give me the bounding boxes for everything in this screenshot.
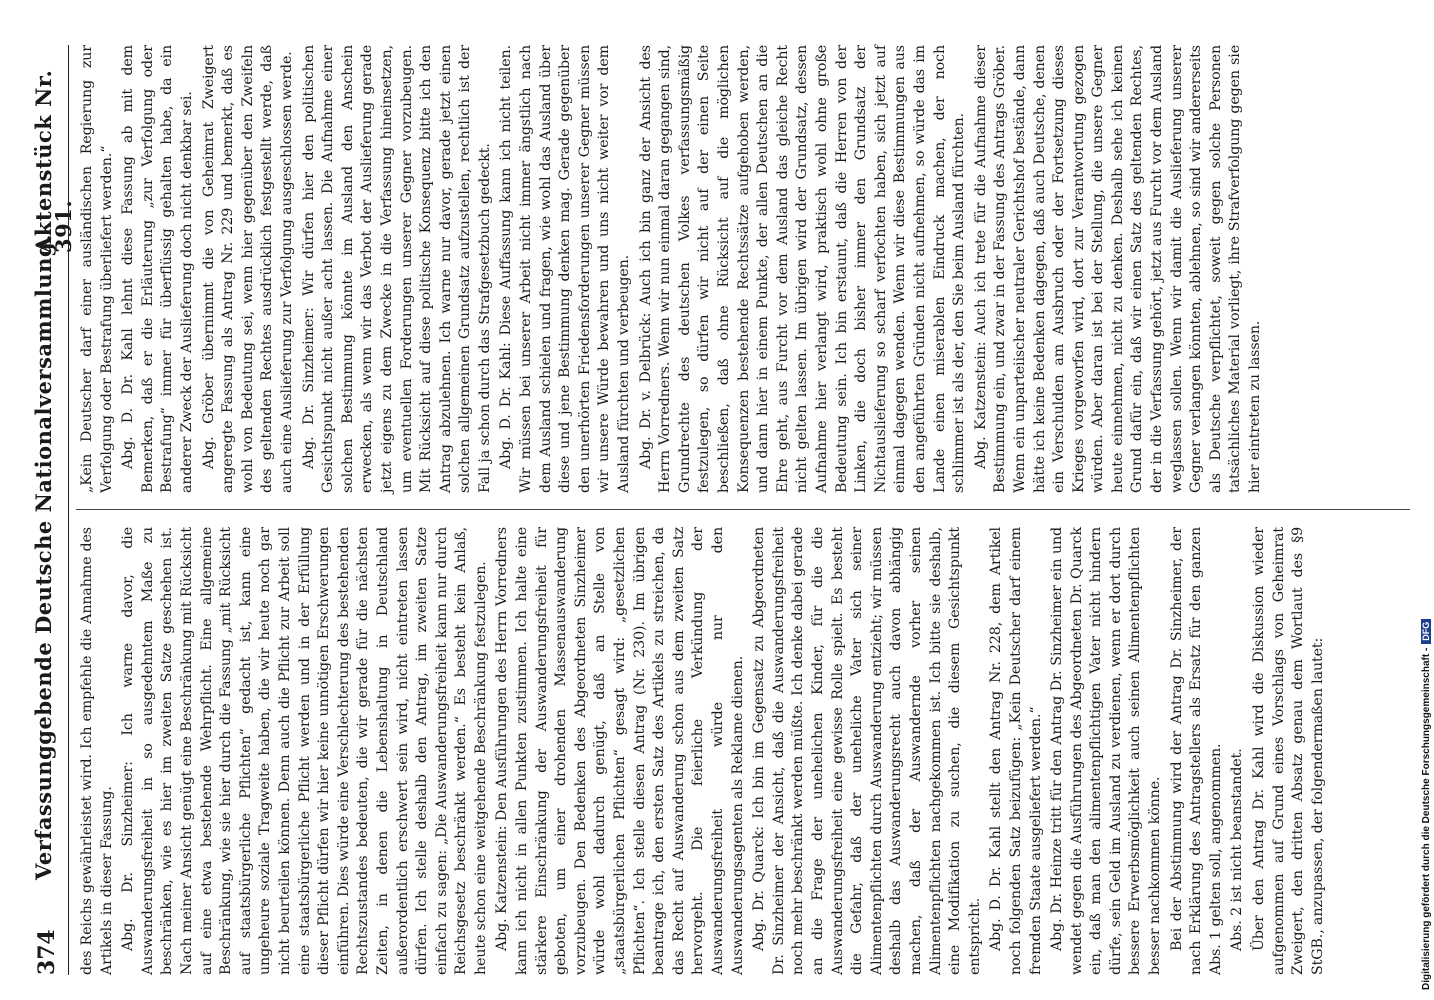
paragraph: Abs. 2 ist nicht beanstandet. bbox=[1229, 748, 1246, 951]
paragraph: Abg. Dr. Quarck: Ich bin im Gegensatz zu Abgeordneten Dr. Sinzheimer der Ansicht, daß die Auswanderungsfreiheit noch mehr beschränkt werden müßte. Ich denke dabei gerade an die Frage der unehelichen Kinder, für die die Auswanderungsfreiheit eine gewisse Rolle spielt. Es besteht die Gefahr, daß der uneheliche Vater sich seiner Alimentenpflichten durch Auswanderung entzieht; wir müssen deshalb das Auswanderungsrecht auch davon abhängig machen, daß der Auswandernde vorher seinen Alimentenpflichten nachgekommen ist. Ich bitte sie deshalb, eine Modifikation zu suchen, die diesem Gesichtspunkt entspricht. bbox=[751, 527, 983, 975]
paragraph: des Reichs gewährleistet wird. Ich empfehle die Annahme des Artikels in dieser Fassung. bbox=[79, 527, 115, 975]
paragraph: Abg. Dr. v. Delbrück: Auch ich bin ganz der Ansicht des Herrn Vorredners. Wenn wir nun einmal daran gegangen sind, Grundrechte des deutschen Volkes verfassungsmäßig festzulegen, so dürfen wir nicht auf der einen Seite beschließen, daß ohne Rücksicht auf die möglichen Konsequenzen bestehende Rechtssätze aufgehoben werden, und dann hier in einem Punkte, der allen Deutschen an die Ehre geht, aus Furcht vor dem Ausland das gleiche Recht nicht gelten lassen. Im übrigen wird der Grundsatz, dessen Aufnahme hier verlangt wird, praktisch wohl ohne große Bedeutung sein. Ich bin erstaunt, daß die Herren von der Linken, die doch bisher immer den Grundsatz der Nichtauslieferung so scharf verfochten haben, sich jetzt auf einmal dagegen wenden. Wenn wir diese Bestimmungen aus den angeführten Gründen nicht aufnehmen, so würde das im Lande einen miserablen Eindruck machen, der noch schlimmer ist als der, den Sie beim Ausland fürchten. bbox=[637, 45, 968, 493]
running-head-title: Verfassunggebende Deutsche Nationalversammlung. bbox=[31, 234, 56, 880]
paragraph: Abg. Gröber übernimmt die von Geheimrat Zweigert angeregte Fassung als Antrag Nr. 229 und bemerkt, daß es wohl von Bedeutung sei, wenn hier gegenüber den Zweifeln des geltenden Rechtes ausdrücklich festgestellt werde, daß auch eine Auslieferung zur Verfolgung ausgeschlossen werde. bbox=[200, 45, 295, 493]
paragraph: Über den Antrag Dr. Kahl wird die Diskussion wieder aufgenommen auf Grund eines Vorschlags von Geheimrat Zweigert, den dritten Absatz genau dem Wortlaut des §9 StGB., anzupassen, der folgendermaßen lautet: bbox=[1251, 527, 1326, 975]
scanned-page bbox=[30, 45, 1410, 975]
paragraph: Abg. Dr. Sinzheimer: Ich warne davor, die Auswanderungsfreiheit in so ausgedehntem Maße zu beschränken, wie es hier im zweiten Satze geschehen ist. Nach meiner Ansicht genügt eine Beschränkung mit Rücksicht auf eine etwa bestehende Wehrpflicht. Eine allgemeine Beschränkung, wie sie hier durch die Fassung „mit Rücksicht auf staatsbürgerliche Pflichten“ gedacht ist, kann eine ungeheure soziale Tragweite haben, die wir heute noch gar nicht beurteilen können. Denn auch die Pflicht zur Arbeit soll eine staatsbürgerliche Pflicht werden und in der Erfüllung dieser Pflicht dürfen wir hier keine unnötigen Erschwerungen einführen. Dies würde eine Verschlechterung des bestehenden Rechtszustandes bedeuten, die wir gerade für die nächsten Zeiten, in denen die Lebenshaltung in Deutschland außerordentlich erschwert sein wird, nicht eintreten lassen dürfen. Ich stelle deshalb den Antrag, im zweiten Satze einfach zu sagen: „Die Auswanderungsfreiheit kann nur durch Reichsgesetz beschränkt werden.“ Es besteht kein Anlaß, heute schon eine weitgehende Beschränkung festzulegen. bbox=[120, 527, 489, 975]
digitization-credit bbox=[1421, 0, 1432, 990]
paragraph: Abg. Dr. Heinze tritt für den Antrag Dr. Sinzheimer ein und wendet gegen die Ausführungen des Abgeordneten Dr. Quarck ein, daß man den alimentenpflichtigen Vater nicht hindern dürfe, sein Geld im Ausland zu verdienen, wenn er dort durch bessere Erwerbsmöglichkeit auch seinen Alimentenpflichten besser nachkommen könne. bbox=[1049, 527, 1164, 975]
paragraph: Abg. Katzenstein: Den Ausführungen des Herrn Vorredners kann ich nicht in allen Punkten zustimmen. Ich halte eine stärkere Einschränkung der Auswanderungsfreiheit für geboten, um einer drohenden Massenauswanderung vorzubeugen. Den Bedenken des Abgeordneten Sinzheimer würde wohl dadurch genügt, daß an Stelle von „staatsbürgerlichen Pflichten“ gesagt wird: „gesetzlichen Pflichten“. Ich stelle diesen Antrag (Nr. 230). Im übrigen beantrage ich, den ersten Satz des Artikels zu streichen, da das Recht auf Auswanderung schon aus dem zweiten Satz hervorgeht. Die feierliche Verkündung der Auswanderungsfreiheit würde nur den Auswanderungsagenten als Reklame dienen. bbox=[494, 527, 746, 975]
paragraph: „Kein Deutscher darf einer ausländischen Regierung zur Verfolgung oder Bestrafung überliefert werden.“ bbox=[79, 45, 115, 493]
paragraph: Abg. D. Dr. Kahl stellt den Antrag Nr. 228, dem Artikel noch folgenden Satz beizufügen: „Kein Deutscher darf einem fremden Staate ausgeliefert werden.“ bbox=[988, 527, 1044, 975]
column-divider bbox=[76, 509, 1410, 510]
page-number: 374 bbox=[34, 929, 60, 975]
header-rule bbox=[68, 45, 69, 975]
paragraph: Abg. Dr. Sinzheimer: Wir dürfen hier den politischen Gesichtspunkt nicht außer acht lassen. Die Aufnahme einer solchen Bestimmung könnte im Ausland den Anschein erwecken, als wenn wir das Verbot der Auslieferung gerade jetzt eigens zu dem Zwecke in die Verfassung hineinsetzen, um eventuellen Forderungen unserer Gegner vorzubeugen. Mit Rücksicht auf diese politische Konsequenz bitte ich den Antrag abzulehnen. Ich warne nur davor, gerade jetzt einen solchen allgemeinen Grundsatz aufzustellen, rechtlich ist der Fall ja schon durch das Strafgesetzbuch gedeckt. bbox=[300, 45, 493, 493]
right-column bbox=[78, 45, 1268, 493]
paragraph: Abg. D. Dr. Kahl: Diese Auffassung kann ich nicht teilen. Wir müssen bei unserer Arbeit nicht immer ängstlich nach dem Ausland schielen und fragen, wie wohl das Ausland über diese und jene Bestimmung denken mag. Gerade gegenüber den unerhörten Friedensforderungen unserer Gegner müssen wir unsere Würde bewahren und uns nicht weiter vor dem Ausland fürchten und verbeugen. bbox=[498, 45, 633, 493]
paragraph: Abg. Katzenstein: Auch ich trete für die Aufnahme dieser Bestimmung ein, und zwar in der Fassung des Antrags Gröber. Wenn ein unparteiischer neutraler Gerichtshof bestände, dann hätte ich keine Bedenken dagegen, daß auch Deutsche, denen ein Verschulden am Ausbruch oder der Fortsetzung dieses Krieges vorgeworfen wird, dort zur Verantwortung gezogen würden. Aber daran ist bei der Stellung, die unsere Gegner heute einnehmen, nicht zu denken. Deshalb sehe ich keinen Grund dafür ein, daß wir einen Satz des geltenden Rechtes, der in die Verfassung gehört, jetzt aus Furcht vor dem Ausland weglassen sollen. Wenn wir damit die Auslieferung unserer Gegner verlangen könnten, ablehnen, so sind wir andererseits als Deutsche verpflichtet, soweit gegen solche Personen tatsächliches Material vorliegt, ihre Strafverfolgung gegen sie hier eintreten zu lassen. bbox=[972, 45, 1264, 493]
left-column bbox=[78, 527, 1330, 975]
running-head-document-number: Aktenstück Nr. 391. bbox=[31, 69, 76, 253]
credit-text: Digitalisierung gefördert durch die Deutsche Forschungsgemeinschaft - bbox=[1421, 647, 1432, 990]
dfg-logo: DFG bbox=[1421, 619, 1431, 644]
paragraph: Bei der Abstimmung wird der Antrag Dr. Sinzheimer, der nach Erklärung des Antragstellers als Ersatz für den ganzen Abs. 1 gelten soll, angenommen. bbox=[1168, 527, 1224, 975]
paragraph: Abg. D. Dr. Kahl lehnt diese Fassung ab mit dem Bemerken, daß er die Erläuterung „zur Verfolgung oder Bestrafung“ immer für überflüssig gehalten habe, da ein anderer Zweck der Auslieferung doch nicht denkbar sei. bbox=[120, 45, 195, 493]
